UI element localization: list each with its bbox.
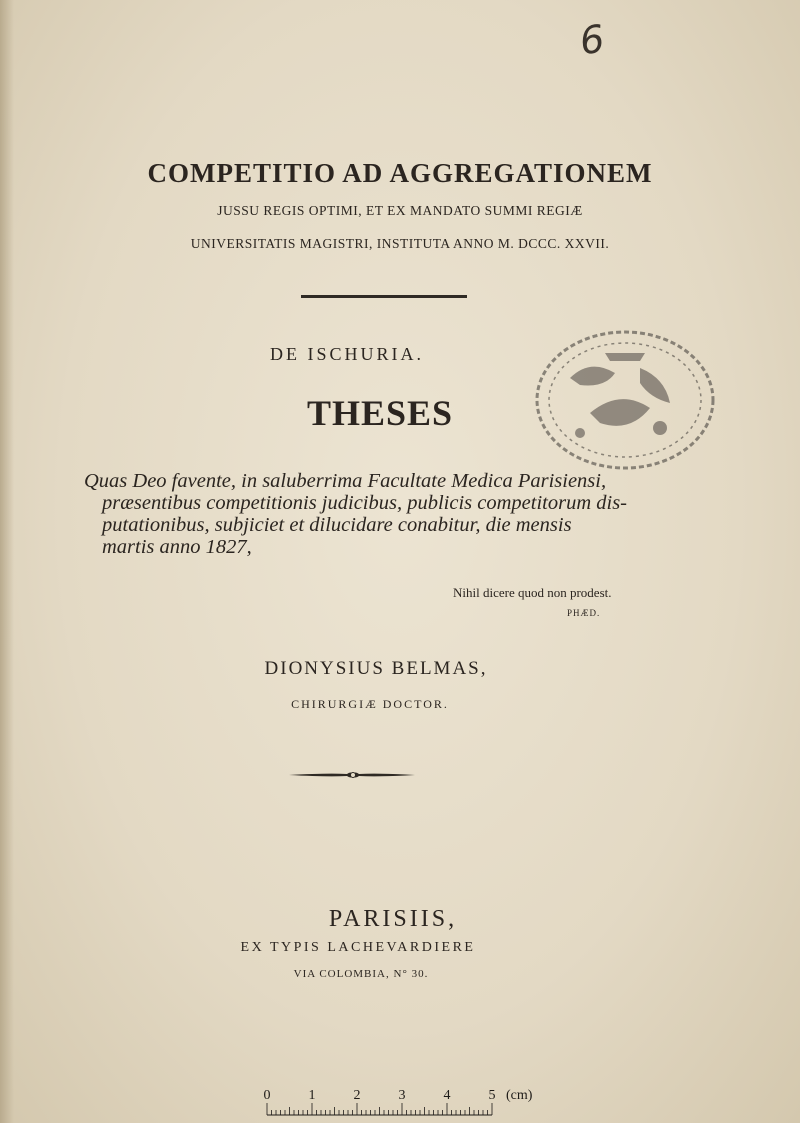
imprint-printer: EX TYPIS LACHEVARDIERE xyxy=(240,940,476,955)
header-title: COMPETITIO AD AGGREGATIONEM xyxy=(147,158,653,188)
motto-source: PHÆD. xyxy=(567,608,601,618)
header-subtitle-line2: UNIVERSITATIS MAGISTRI, INSTITUTA ANNO M. DCCC. XXVII. xyxy=(190,236,610,251)
scale-ticks xyxy=(267,1103,492,1115)
dedication-line3: putationibus, subjiciet et dilucidare conabitur, die mensis xyxy=(102,514,572,536)
header-subtitle-line1: JUSSU REGIS OPTIMI, ET EX MANDATO SUMMI REGIÆ xyxy=(217,203,583,218)
dedication-paragraph xyxy=(84,470,684,558)
scale-bar xyxy=(262,1083,552,1119)
scale-label-2: 2 xyxy=(353,1088,361,1103)
handwritten-page-number: 6 xyxy=(577,16,608,64)
subject-heading: DE ISCHURIA. xyxy=(270,344,425,364)
scale-label-3: 3 xyxy=(398,1088,406,1103)
scale-label-0: 0 xyxy=(263,1088,271,1103)
scale-label-5: 5 xyxy=(488,1088,496,1103)
imprint-city: PARISIIS, xyxy=(328,906,458,932)
ornament-divider-icon xyxy=(287,768,417,782)
scale-label-1: 1 xyxy=(308,1088,316,1103)
scale-unit: (cm) xyxy=(506,1088,533,1103)
imprint-address: VIA COLOMBIA, N° 30. xyxy=(293,968,429,980)
author-name: DIONYSIUS BELMAS, xyxy=(264,658,488,679)
motto-quote: Nihil dicere quod non prodest. xyxy=(453,585,612,600)
scale-label-4: 4 xyxy=(443,1088,451,1103)
dedication-line4: martis anno 1827, xyxy=(102,536,252,558)
divider-rule xyxy=(301,295,467,298)
dedication-line2: præsentibus competitionis judicibus, publicis competitorum dis- xyxy=(102,492,628,514)
dedication-line1: Quas Deo favente, in saluberrima Facultate Medica Parisiensi, xyxy=(84,470,607,492)
main-title: THESES xyxy=(306,393,454,433)
author-title: CHIRURGIÆ DOCTOR. xyxy=(291,697,449,711)
